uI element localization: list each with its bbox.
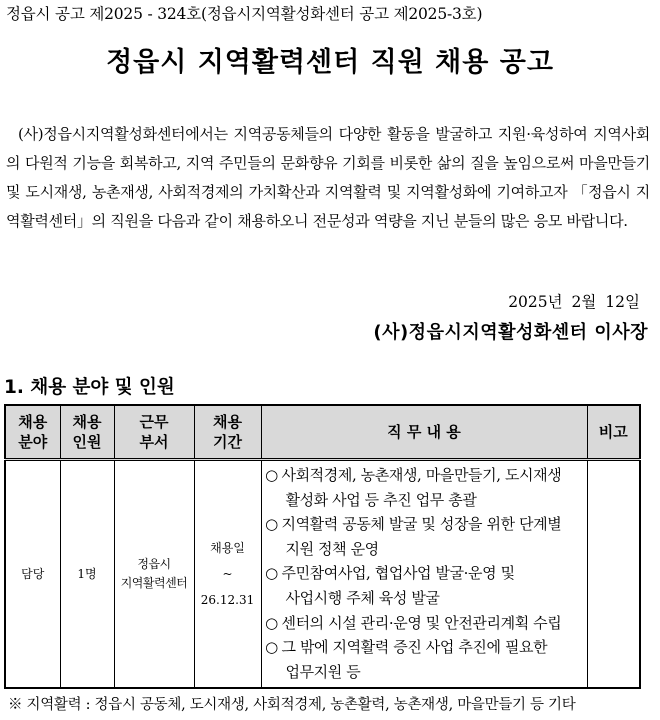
- duty-item: ○ 센터의 시설 관리·운영 및 안전관리계획 수립: [262, 611, 587, 636]
- section-heading: 1. 채용 분야 및 인원: [4, 377, 175, 398]
- duty-item: ○ 그 밖에 지역활력 증진 사업 추진에 필요한 업무지원 등: [262, 635, 587, 684]
- duty-item: ○ 지역활력 공동체 발굴 및 성장을 위한 단계별 지원 정책 운영: [262, 512, 587, 561]
- bullet-icon: ○: [265, 466, 278, 485]
- header-field: 채용 분야: [5, 405, 60, 460]
- cell-dept: 정읍시 지역활력센터: [114, 460, 194, 688]
- signer: (사)정읍시지역활성화센터 이사장: [373, 322, 648, 343]
- bullet-icon: ○: [265, 515, 278, 534]
- cell-field: 담당: [5, 460, 60, 688]
- recruitment-table: [4, 404, 641, 689]
- cell-remarks: [587, 460, 640, 688]
- table-row: [5, 460, 640, 688]
- footnote: ※ 지역활력 : 정읍시 공동체, 도시재생, 사회적경제, 농촌활력, 농촌재생, 마을만들기 등 기타: [8, 697, 576, 713]
- notice-date: 2025년 2월 12일: [508, 293, 640, 311]
- cell-period: 채용일 ~ 26.12.31: [194, 460, 261, 688]
- duty-item: ○ 사회적경제, 농촌재생, 마을만들기, 도시재생 활성화 사업 등 추진 업무 총괄: [262, 463, 587, 512]
- header-period: 채용 기간: [194, 405, 261, 460]
- cell-duties: [261, 460, 587, 688]
- page-title: 정읍시 지역활력센터 직원 채용 공고: [106, 47, 554, 78]
- duty-item: ○ 주민참여사업, 협업사업 발굴·운영 및 사업시행 주체 육성 발굴: [262, 561, 587, 610]
- header-dept: 근무 부서: [114, 405, 194, 460]
- header-count: 채용 인원: [60, 405, 114, 460]
- bullet-icon: ○: [265, 638, 278, 657]
- header-remarks: 비고: [587, 405, 640, 460]
- bullet-icon: ○: [265, 564, 278, 583]
- notice-number: 정읍시 공고 제2025 - 324호(정읍시지역활성화센터 공고 제2025-3호): [6, 5, 483, 23]
- cell-count: 1명: [60, 460, 114, 688]
- bullet-icon: ○: [265, 613, 278, 632]
- intro-paragraph: (사)정읍시지역활성화센터에서는 지역공동체들의 다양한 활동을 발굴하고 지원·육성하여 지역사회의 다원적 기능을 회복하고, 지역 주민들의 문화향유 기회를 비롯한 삶의 질을 높임으로써 마을만들기 및 도시재생, 농촌재생, 사회적경제의 가치확산과 지역활력 및 지역활성화에 기여하고자 「정읍시 지역활력센터」의 직원을 다음과 같이 채용하오니 전문성과 역량을 지닌 분들의 많은 응모 바랍니다.: [6, 125, 650, 230]
- table-header-row: [5, 405, 640, 460]
- header-duties: 직 무 내 용: [261, 405, 587, 460]
